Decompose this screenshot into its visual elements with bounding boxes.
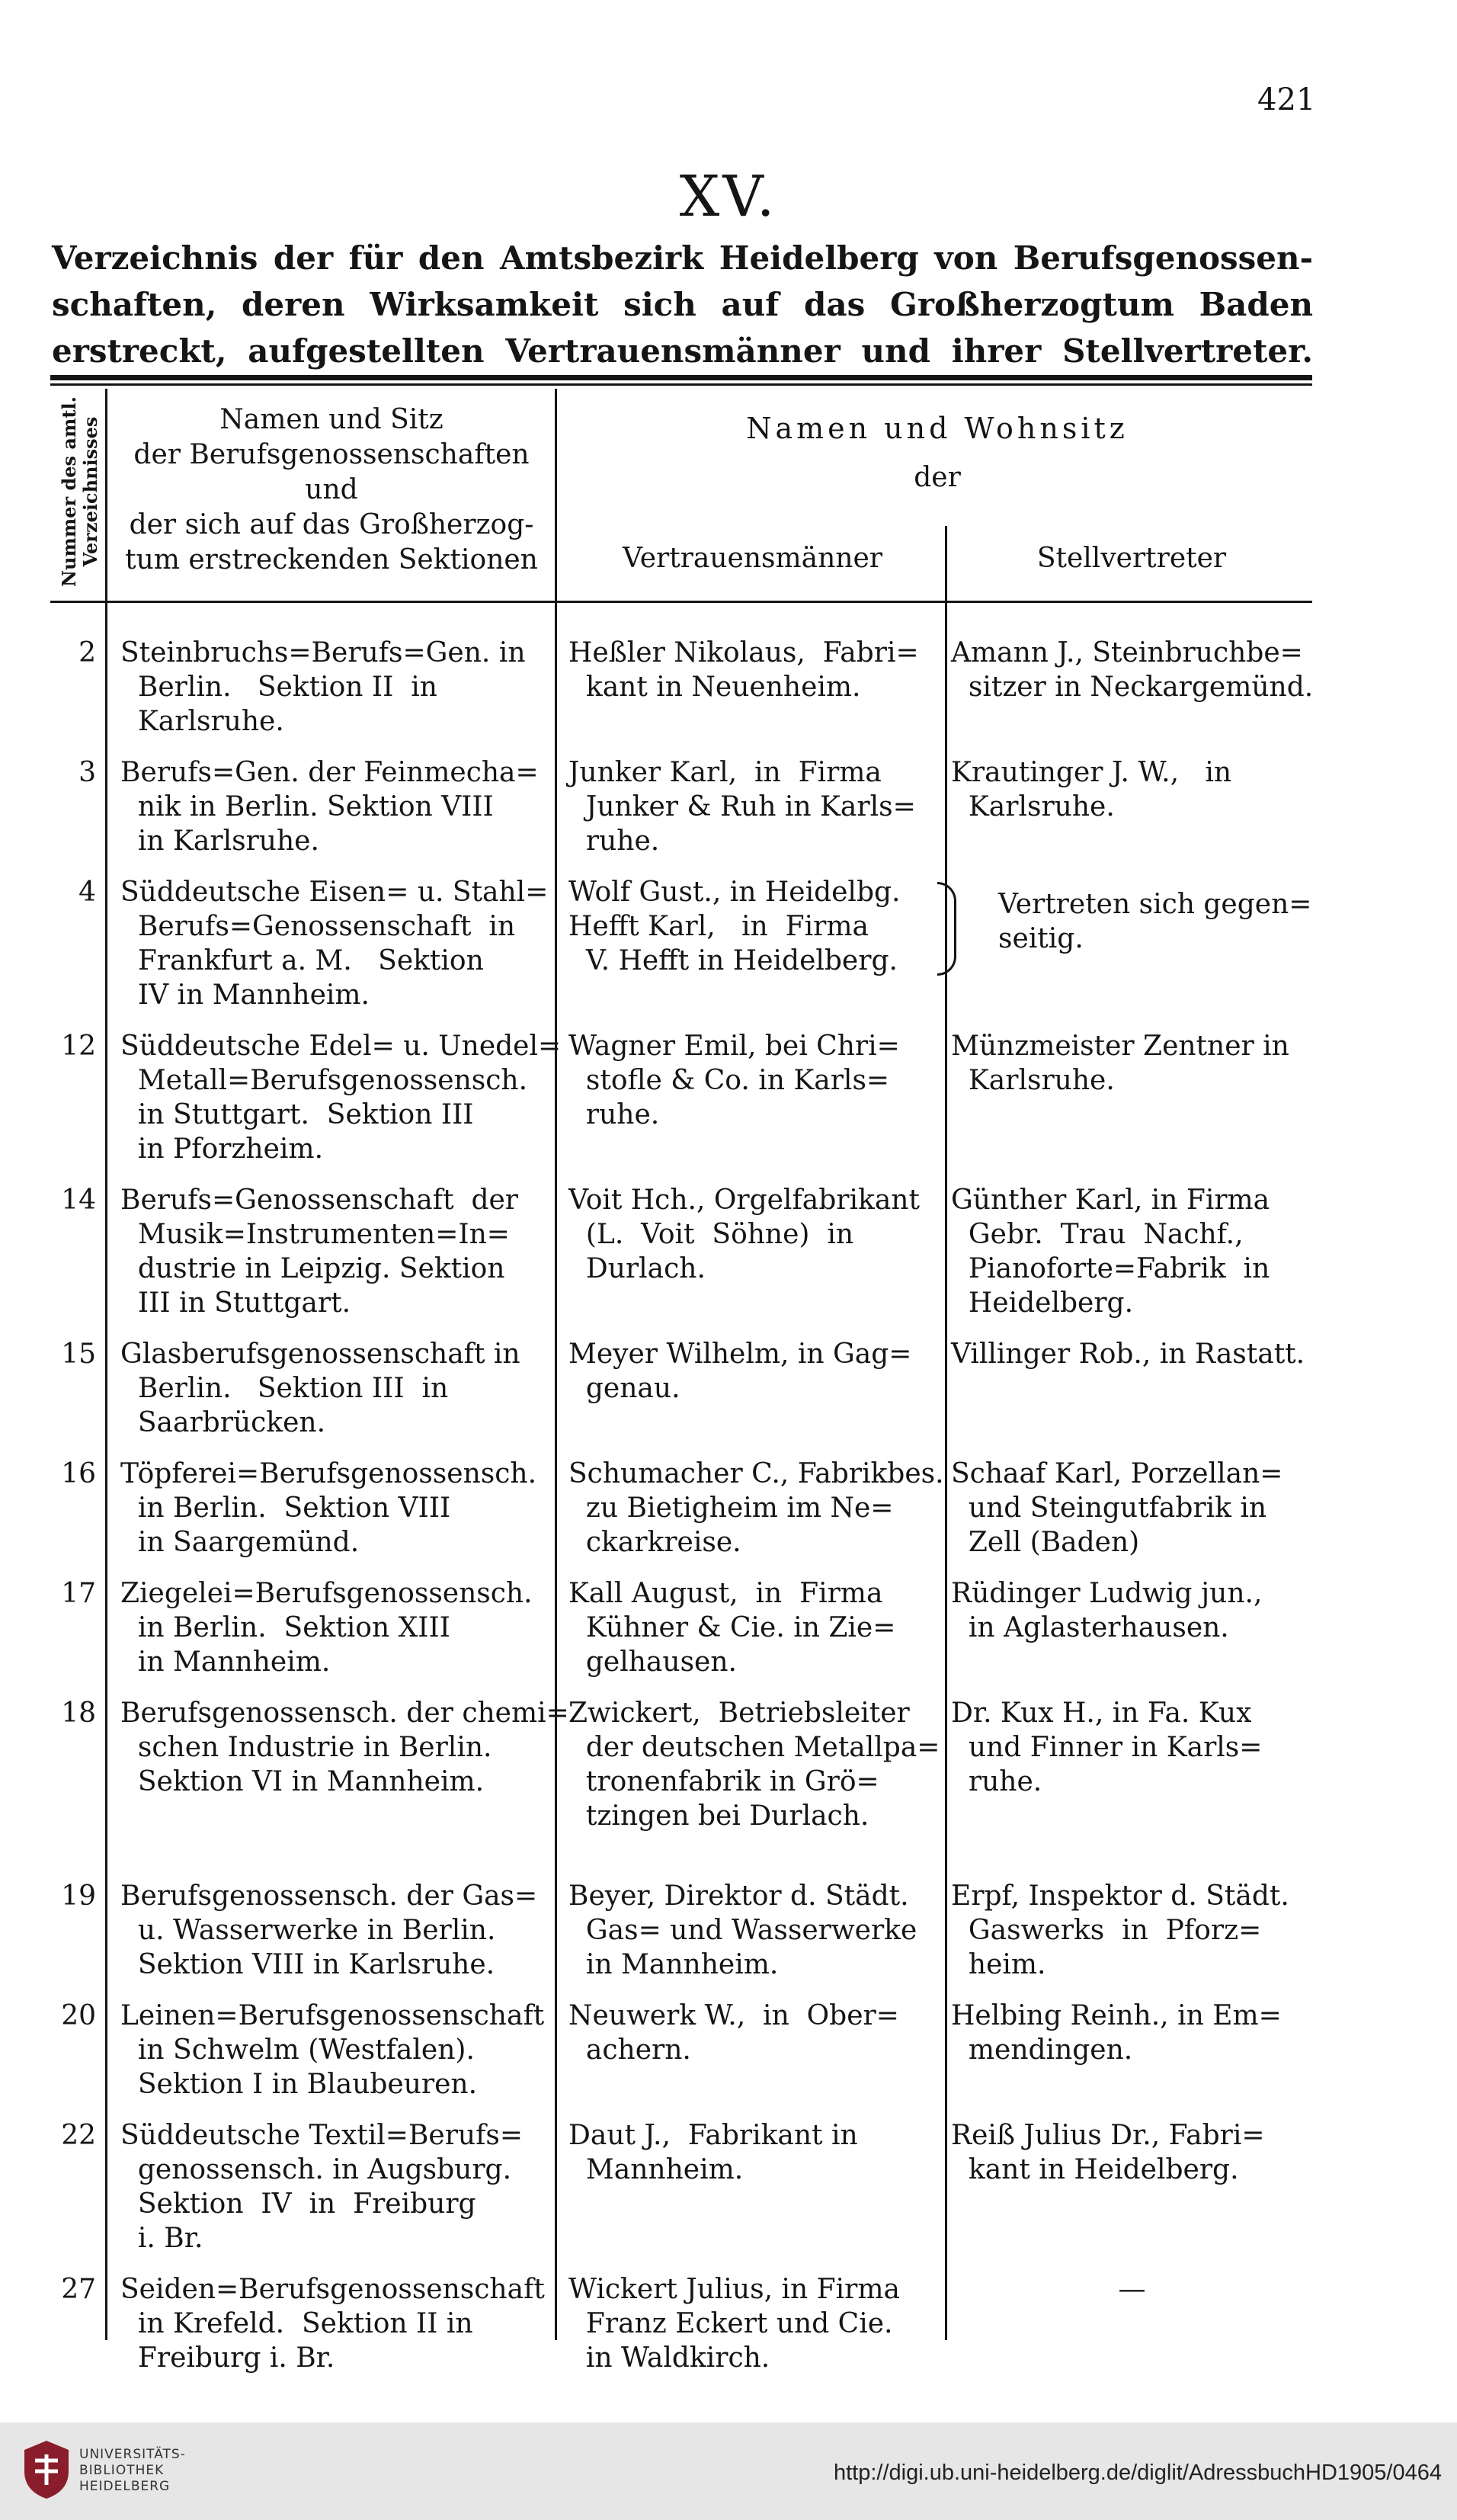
table-row <box>0 1029 1457 1166</box>
trustee-cell: Wolf Gust., in Heidelbg. Hefft Karl, in Firma V. Hefft in Heidelberg. <box>568 877 901 976</box>
header-line: Namen und Sitz <box>219 404 444 435</box>
header-line: der sich auf das Großherzog- <box>129 509 534 540</box>
row-number: 12 <box>61 1031 96 1062</box>
deputy-cell: Günther Karl, in Firma Gebr. Trau Nachf., Pianoforte=Fabrik in Heidelberg. <box>951 1185 1270 1319</box>
table-row <box>0 1999 1457 2102</box>
trustee-cell: Wagner Emil, bei Chri= stofle & Co. in Karls= ruhe. <box>568 1031 900 1130</box>
joint-deputy-note: Vertreten sich gegen= seitig. <box>998 888 1312 954</box>
library-name-line: HEIDELBERG <box>79 2479 171 2494</box>
row-number: 27 <box>61 2274 96 2305</box>
column-header-trustees: Vertrauensmänner <box>623 543 882 574</box>
table-row <box>0 755 1457 858</box>
header-rule-thin <box>50 383 1312 386</box>
trustee-cell: Neuwerk W., in Ober= achern. <box>568 2000 899 2066</box>
table-row <box>0 1457 1457 1560</box>
row-number: 22 <box>61 2120 96 2151</box>
association-cell: Seiden=Berufsgenossenschaft in Krefeld. Sektion II in Freiburg i. Br. <box>120 2274 545 2374</box>
column-header-number-line: Verzeichnisses <box>79 416 101 567</box>
row-number: 18 <box>61 1698 96 1729</box>
trustee-cell: Daut J., Fabrikant in Mannheim. <box>568 2120 858 2185</box>
deputy-cell: Helbing Reinh., in Em= mendingen. <box>951 2000 1282 2066</box>
row-number: 20 <box>61 2000 96 2031</box>
association-cell: Süddeutsche Edel= u. Unedel= Metall=Berufsgenossensch. in Stuttgart. Sektion III in Pforzheim. <box>120 1031 562 1165</box>
trustee-cell: Zwickert, Betriebsleiter der deutschen Metallpa= tronenfabrik in Grö= tzingen bei Durlach. <box>568 1698 940 1832</box>
deputy-cell: — <box>1118 2274 1146 2305</box>
row-number: 15 <box>61 1339 96 1370</box>
column-header-deputies: Stellvertreter <box>1036 543 1227 574</box>
deputy-cell: Münzmeister Zentner in Karlsruhe. <box>951 1031 1289 1096</box>
association-cell: Ziegelei=Berufsgenossensch. in Berlin. Sektion XIII in Mannheim. <box>120 1578 533 1678</box>
library-name-line: BIBLIOTHEK <box>79 2463 165 2478</box>
library-name-line: UNIVERSITÄTS- <box>79 2447 186 2462</box>
association-cell: Glasberufsgenossenschaft in Berlin. Sektion III in Saarbrücken. <box>120 1339 520 1438</box>
table-row <box>0 875 1457 1012</box>
table-row <box>0 2272 1457 2375</box>
row-number: 19 <box>61 1880 96 1912</box>
source-url-link[interactable]: http://digi.ub.uni-heidelberg.de/diglit/AdressbuchHD1905/0464 <box>833 2461 1442 2485</box>
header-line: und <box>305 474 358 505</box>
deputy-cell: Krautinger J. W., in Karlsruhe. <box>951 757 1232 822</box>
column-header-number <box>46 389 114 595</box>
trustee-cell: Heßler Nikolaus, Fabri= kant in Neuenheim. <box>568 637 919 703</box>
association-cell: Süddeutsche Eisen= u. Stahl= Berufs=Genossenschaft in Frankfurt a. M. Sektion IV in Mannheim. <box>120 877 549 1011</box>
bracket-mark <box>937 882 956 976</box>
table-row <box>0 1576 1457 1679</box>
header-line: der Berufsgenossenschaften <box>133 439 530 470</box>
column-header-association <box>114 402 549 578</box>
trustee-cell: Wickert Julius, in Firma Franz Eckert und Cie. in Waldkirch. <box>568 2274 900 2374</box>
library-name <box>79 2447 186 2495</box>
university-logo-icon <box>20 2438 73 2502</box>
table-row <box>0 1696 1457 1833</box>
table-row <box>0 1183 1457 1320</box>
deputy-cell: Villinger Rob., in Rastatt. <box>951 1339 1305 1370</box>
header-rule <box>50 375 1312 380</box>
association-cell: Berufsgenossensch. der chemi= schen Industrie in Berlin. Sektion VI in Mannheim. <box>120 1698 569 1797</box>
trustee-cell: Junker Karl, in Firma Junker & Ruh in Karls= ruhe. <box>568 757 916 857</box>
trustee-cell: Meyer Wilhelm, in Gag= genau. <box>568 1339 912 1404</box>
association-cell: Berufsgenossensch. der Gas= u. Wasserwerke in Berlin. Sektion VIII in Karlsruhe. <box>120 1880 538 1980</box>
deputy-cell: Dr. Kux H., in Fa. Kux und Finner in Karls= ruhe. <box>951 1698 1263 1797</box>
deputy-cell: Erpf, Inspektor d. Städt. Gaswerks in Pforz= heim. <box>951 1880 1289 1980</box>
footer-bar <box>0 2422 1457 2520</box>
trustee-cell: Beyer, Direktor d. Städt. Gas= und Wasserwerke in Mannheim. <box>568 1880 917 1980</box>
page-title <box>52 235 1313 374</box>
row-number: 2 <box>78 637 96 668</box>
column-header-number-line: Nummer des amtl. <box>58 396 80 587</box>
association-cell: Leinen=Berufsgenossenschaft in Schwelm (Westfalen). Sektion I in Blaubeuren. <box>120 2000 545 2100</box>
title-line: schaften, deren Wirksamkeit sich auf das Großherzogtum Baden <box>52 286 1313 323</box>
header-bottom-rule <box>50 601 1312 603</box>
title-line: Verzeichnis der für den Amtsbezirk Heidelberg von Berufsgenossen- <box>52 239 1313 277</box>
deputy-cell: Rüdinger Ludwig jun., in Aglasterhausen. <box>951 1578 1263 1643</box>
table-row <box>0 1879 1457 1982</box>
deputy-cell: Reiß Julius Dr., Fabri= kant in Heidelberg. <box>951 2120 1265 2185</box>
deputy-cell: Schaaf Karl, Porzellan= und Steingutfabrik in Zell (Baden) <box>951 1458 1283 1558</box>
deputy-cell: Amann J., Steinbruchbe= sitzer in Neckargemünd. <box>951 637 1314 703</box>
row-number: 14 <box>61 1185 96 1216</box>
association-cell: Steinbruchs=Berufs=Gen. in Berlin. Sektion II in Karlsruhe. <box>120 637 526 737</box>
column-header-der: der <box>914 462 961 493</box>
section-numeral: XV. <box>679 164 778 229</box>
association-cell: Berufs=Gen. der Feinmecha= nik in Berlin. Sektion VIII in Karlsruhe. <box>120 757 539 857</box>
page-number: 421 <box>1257 82 1316 117</box>
column-header-names-residence: Namen und Wohnsitz <box>746 412 1129 445</box>
association-cell: Berufs=Genossenschaft der Musik=Instrumenten=In= dustrie in Leipzig. Sektion III in Stuttgart. <box>120 1185 518 1319</box>
table-row <box>0 2118 1457 2255</box>
title-line: erstreckt, aufgestellten Vertrauensmänner und ihrer Stellvertreter. <box>52 332 1313 370</box>
trustee-cell: Voit Hch., Orgelfabrikant (L. Voit Söhne) in Durlach. <box>568 1185 920 1284</box>
association-cell: Töpferei=Berufsgenossensch. in Berlin. Sektion VIII in Saargemünd. <box>120 1458 537 1558</box>
association-cell: Süddeutsche Textil=Berufs= genossensch. in Augsburg. Sektion IV in Freiburg i. Br. <box>120 2120 524 2254</box>
table-row <box>0 636 1457 739</box>
row-number: 4 <box>78 877 96 908</box>
trustee-cell: Kall August, in Firma Kühner & Cie. in Zie= gelhausen. <box>568 1578 896 1678</box>
header-line: tum erstreckenden Sektionen <box>125 544 538 575</box>
row-number: 16 <box>61 1458 96 1489</box>
row-number: 17 <box>61 1578 96 1609</box>
row-number: 3 <box>78 757 96 788</box>
table-row <box>0 1337 1457 1440</box>
trustee-cell: Schumacher C., Fabrikbes. zu Bietigheim im Ne= ckarkreise. <box>568 1458 944 1558</box>
